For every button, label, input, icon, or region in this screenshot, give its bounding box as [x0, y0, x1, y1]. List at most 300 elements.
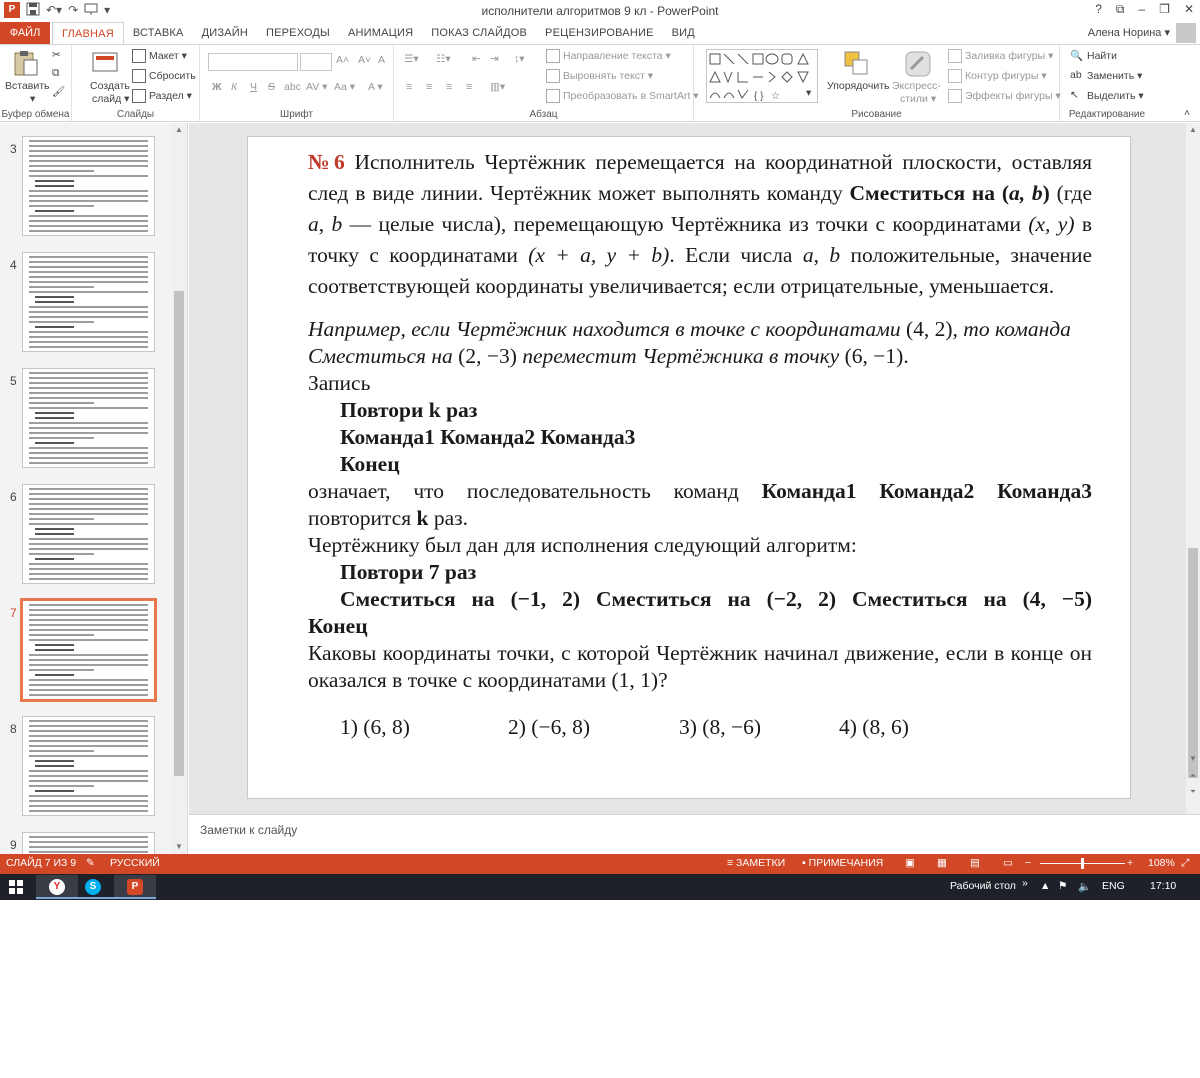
thumbnail-text-line: [29, 457, 148, 459]
skype-icon: S: [85, 879, 101, 895]
thumbnail-text-line: [29, 462, 148, 464]
thumbnail-text-line: [35, 412, 74, 414]
thumbnail-text-line: [29, 795, 148, 797]
thumbnail-text-line: [29, 467, 148, 468]
thumbnail-text-line: [29, 165, 148, 167]
notes-placeholder: Заметки к слайду: [200, 823, 298, 837]
thumbnail-text-line: [29, 604, 148, 606]
comments-toggle-button[interactable]: ▪ ПРИМЕЧАНИЯ: [802, 857, 884, 869]
window-title: исполнители алгоритмов 9 кл - PowerPoint: [481, 4, 719, 18]
pen-icon: [948, 69, 962, 83]
thumbnail-text-line: [29, 750, 94, 752]
thumbnail-text-line: [29, 331, 148, 333]
bullets-icon[interactable]: ☰▾: [404, 53, 419, 65]
slide-scroll-thumb[interactable]: [1188, 548, 1198, 778]
thumbnail-text-line: [29, 266, 148, 268]
smartart-icon: [546, 89, 560, 103]
effects-icon: [948, 89, 962, 103]
numbering-icon[interactable]: ☷▾: [436, 53, 451, 65]
thumbnail-text-line: [29, 190, 148, 192]
thumbnail-text-line: [29, 775, 148, 777]
underline-button[interactable]: Ч: [250, 81, 257, 93]
thumbnail-text-line: [29, 629, 148, 631]
thumbnail-text-line: [29, 770, 148, 772]
change-case-button[interactable]: Aa ▾: [334, 81, 356, 93]
align-center-icon[interactable]: ≡: [426, 81, 433, 93]
thumbnail-text-line: [35, 185, 74, 187]
font-color-button[interactable]: A ▾: [368, 81, 383, 93]
thumbnail-text-line: [35, 180, 74, 182]
align-left-icon[interactable]: ≡: [406, 81, 413, 93]
collapse-ribbon-icon[interactable]: ˄: [1184, 107, 1191, 119]
ribbon-tab-bar: [0, 22, 1200, 44]
thumbnail-text-line: [29, 175, 148, 177]
restore-button[interactable]: ❐: [1159, 2, 1170, 16]
thumbnail-text-line: [29, 220, 148, 222]
zoom-out-icon[interactable]: −: [1025, 857, 1032, 869]
status-bar: [0, 854, 1200, 874]
thumbnail-text-line: [29, 225, 148, 227]
thumbnail-text-line: [35, 528, 74, 530]
ribbon-display-button[interactable]: ⧉: [1115, 2, 1125, 16]
normal-view-icon[interactable]: ▣: [905, 857, 915, 869]
ribbon: [0, 44, 1200, 122]
thumbnail-text-line: [35, 533, 74, 535]
previous-slide-icon[interactable]: ⏶: [1189, 771, 1197, 780]
thumbnail-text-line: [29, 155, 148, 157]
paste-button[interactable]: Вставить: [5, 80, 50, 92]
thumbnail-text-line: [29, 689, 148, 691]
thumbnail-number: 5: [10, 374, 17, 388]
thumbnail-text-line: [29, 851, 148, 853]
line-spacing-icon[interactable]: ↕▾: [514, 53, 525, 65]
strikethrough-button[interactable]: S: [268, 81, 276, 93]
italic-button[interactable]: К: [231, 81, 238, 93]
align-text-icon: [546, 69, 560, 83]
notes-toggle-button[interactable]: ≡ ЗАМЕТКИ: [727, 857, 786, 869]
thumbnail-text-line: [29, 563, 148, 565]
bold-button[interactable]: Ж: [212, 81, 222, 93]
algo-end-line: Конец: [308, 614, 368, 638]
answer-4: 4) (8, 6): [839, 715, 909, 739]
paste-icon[interactable]: [10, 48, 40, 78]
thumbnail-text-line: [29, 568, 148, 570]
thumbnail-text-line: [29, 578, 148, 580]
svg-text:☆: ☆: [771, 91, 780, 102]
section-button[interactable]: Раздел ▾: [132, 89, 192, 103]
new-slide-dropdown[interactable]: слайд ▾: [92, 93, 130, 105]
avatar[interactable]: [1176, 23, 1196, 43]
customize-toolbar-icon[interactable]: ▾: [104, 3, 111, 17]
thumbnail-text-line: [29, 573, 148, 575]
next-slide-icon[interactable]: ⏷: [1189, 787, 1197, 796]
reset-button[interactable]: Сбросить: [132, 69, 196, 83]
slideshow-view-icon[interactable]: ▭: [1003, 857, 1013, 869]
ribbon-tabs: [52, 22, 704, 44]
thumbnail-text-line: [29, 276, 148, 278]
thumbnail-text-line: [29, 346, 148, 348]
tab-0[interactable]: ГЛАВНАЯ: [52, 22, 124, 45]
editing-group: [1060, 45, 1154, 121]
thumbnail-text-line: [29, 583, 148, 584]
tray-arrow-icon[interactable]: ▲: [1040, 880, 1051, 892]
columns-icon[interactable]: ▥▾: [490, 81, 506, 93]
thumbnail-text-line: [29, 664, 148, 666]
paragraph-group: [394, 45, 699, 121]
justify-icon[interactable]: ≡: [466, 81, 473, 93]
thumbnail-text-line: [29, 720, 148, 722]
shrink-font-button[interactable]: A˅: [358, 54, 372, 66]
slide-thumbnail[interactable]: [22, 716, 155, 816]
tab-5[interactable]: ПОКАЗ СЛАЙДОВ: [431, 27, 528, 39]
replace-icon: ab: [1070, 69, 1082, 81]
thumbnail-text-line: [35, 649, 74, 651]
thumbnail-text-line: [29, 447, 148, 449]
quick-styles-icon[interactable]: [903, 49, 933, 79]
thumbnail-text-line: [35, 326, 74, 328]
thumbnail-text-line: [29, 553, 94, 555]
slides-group: [72, 45, 200, 121]
shape-outline-button[interactable]: Контур фигуры ▾: [948, 69, 1047, 83]
thumbnail-text-line: [29, 160, 148, 162]
font-name-combo[interactable]: [208, 53, 298, 71]
thumbnail-text-line: [29, 195, 148, 197]
thumbnail-text-line: [29, 513, 148, 515]
close-button[interactable]: ✕: [1183, 2, 1194, 16]
question-paragraph: Каковы координаты точки, с которой Чертёжник начинал движение, если в конце он оказался в точке с координатами (1, 1)?: [308, 641, 1092, 692]
slide-thumbnail[interactable]: [22, 832, 155, 854]
thumbnail-text-line: [29, 735, 148, 737]
volume-icon[interactable]: 🔈: [1078, 881, 1092, 893]
arrange-icon[interactable]: [842, 49, 872, 79]
thumbnail-text-line: [29, 639, 148, 641]
slide-sorter-icon[interactable]: ▦: [937, 857, 947, 869]
thumbnail-text-line: [29, 684, 148, 686]
thumbnail-text-line: [29, 659, 148, 661]
thumbnail-text-line: [29, 836, 148, 838]
thumbnail-text-line: [29, 543, 148, 545]
zoom-level[interactable]: 108%: [1148, 857, 1175, 869]
thumbnail-text-line: [29, 432, 148, 434]
taskbar-skype[interactable]: [72, 875, 114, 899]
tab-file[interactable]: ФАЙЛ: [0, 22, 50, 44]
scroll-down-icon[interactable]: ▼: [175, 842, 183, 851]
align-text-button[interactable]: Выровнять текст ▾: [546, 69, 653, 83]
thumbnail-text-line: [29, 619, 148, 621]
new-slide-icon[interactable]: [90, 48, 120, 78]
thumbnail-text-line: [35, 296, 74, 298]
text-direction-button[interactable]: Направление текста ▾: [546, 49, 671, 63]
slide-thumbnail[interactable]: [22, 484, 155, 584]
scroll-down-icon[interactable]: ▼: [1189, 754, 1197, 763]
action-center-icon[interactable]: ⚑: [1058, 880, 1068, 892]
thumbnail-text-line: [29, 755, 148, 757]
copy-icon[interactable]: ⧉: [52, 67, 60, 79]
arrange-button[interactable]: Упорядочить: [827, 80, 890, 92]
thumbnail-number: 8: [10, 722, 17, 736]
thumbnail-text-line: [29, 387, 148, 389]
current-slide[interactable]: [247, 136, 1131, 799]
thumbnail-text-line: [29, 815, 148, 816]
thumbnail-text-line: [29, 810, 148, 812]
editing-group-label: Редактирование: [1068, 109, 1146, 120]
thumbnail-text-line: [29, 341, 148, 343]
minimize-button[interactable]: –: [1138, 2, 1146, 16]
shapes-gallery[interactable]: [706, 49, 818, 103]
paint-bucket-icon: [948, 49, 962, 63]
comment-icon: ▪: [802, 857, 809, 869]
thumbnail-text-line: [29, 609, 148, 611]
tab-6[interactable]: РЕЦЕНЗИРОВАНИЕ: [545, 27, 654, 39]
thumbnail-text-line: [29, 140, 148, 142]
clipboard-group-label: Буфер обмена: [1, 109, 70, 120]
thumbnail-number: 6: [10, 490, 17, 504]
reset-icon: [132, 69, 146, 83]
thumbnail-text-line: [29, 271, 148, 273]
clipboard-group: Вставить ▾ ✂ ⧉ 🖌 Буфер обмена: [0, 45, 72, 121]
undo-icon[interactable]: ↶▾: [46, 3, 63, 17]
thumbnail-text-line: [29, 306, 148, 308]
zoom-in-icon[interactable]: +: [1127, 857, 1134, 869]
quick-styles-button[interactable]: Экспресс-: [892, 80, 941, 92]
answer-2: 2) (−6, 8): [508, 715, 590, 739]
drawing-group: [694, 45, 1060, 121]
thumbnail-text-line: [29, 654, 148, 656]
new-slide-button[interactable]: Создать: [90, 80, 130, 92]
char-spacing-button[interactable]: AV ▾: [306, 81, 328, 93]
thumbnail-text-line: [29, 427, 148, 429]
toolbar-expand-icon[interactable]: »: [1022, 877, 1028, 889]
thumbnail-text-line: [29, 230, 148, 232]
thumbnail-text-line: [29, 407, 148, 409]
thumbnail-scroll-thumb[interactable]: [174, 291, 184, 776]
clock[interactable]: 17:10: [1150, 880, 1177, 892]
tab-1[interactable]: ВСТАВКА: [132, 27, 184, 39]
thumbnail-text-line: [35, 644, 74, 646]
language-indicator[interactable]: РУССКИЙ: [110, 857, 160, 869]
tab-2[interactable]: ДИЗАЙН: [201, 27, 248, 39]
thumbnail-number: 7: [10, 606, 17, 620]
given-line: Чертёжнику был дан для исполнения следующий алгоритм:: [308, 533, 857, 557]
thumbnail-text-line: [29, 679, 148, 681]
thumbnail-text-line: [29, 437, 94, 439]
thumbnail-text-line: [29, 503, 148, 505]
thumbnail-text-line: [29, 170, 94, 172]
title-bar: [0, 0, 1200, 22]
thumbnail-text-line: [29, 699, 148, 701]
thumbnail-text-line: [29, 382, 148, 384]
thumbnail-text-line: [29, 372, 148, 374]
clear-format-button[interactable]: A: [378, 54, 386, 66]
thumbnail-text-line: [29, 452, 148, 454]
thumbnail-text-line: [29, 846, 148, 848]
answer-3: 3) (8, −6): [679, 715, 761, 739]
paragraph-group-label: Абзац: [529, 109, 558, 120]
thumbnail-text-line: [35, 301, 74, 303]
thumbnail-text-line: [35, 442, 74, 444]
record-label: Запись: [308, 371, 371, 395]
thumbnail-text-line: [29, 205, 94, 207]
svg-text:{ }: { }: [754, 91, 764, 102]
scroll-up-icon[interactable]: ▲: [1189, 125, 1197, 134]
slide-thumbnail[interactable]: [22, 136, 155, 236]
thumbnail-text-line: [29, 841, 148, 843]
thumbnail-text-line: [29, 538, 148, 540]
thumbnail-text-line: [29, 281, 148, 283]
thumbnail-text-line: [29, 634, 94, 636]
thumbnail-text-line: [29, 785, 94, 787]
windows-start-icon[interactable]: [8, 879, 24, 895]
algo-repeat-line: Повтори 7 раз: [340, 560, 477, 584]
thumbnail-text-line: [35, 210, 74, 212]
thumbnail-text-line: [29, 145, 148, 147]
thumbnail-text-line: [29, 351, 148, 352]
tab-3[interactable]: ПЕРЕХОДЫ: [265, 27, 330, 39]
thumbnail-text-line: [29, 392, 148, 394]
notes-pane[interactable]: [189, 814, 1200, 854]
drawing-group-label: Рисование: [851, 109, 902, 120]
thumbnail-text-line: [29, 200, 148, 202]
thumbnail-number: 9: [10, 838, 17, 852]
redo-icon[interactable]: ↷: [68, 3, 79, 17]
thumbnail-text-line: [35, 760, 74, 762]
thumbnail-text-line: [29, 150, 148, 152]
thumbnail-text-line: [29, 523, 148, 525]
thumbnail-text-line: [29, 397, 148, 399]
layout-icon: [132, 49, 146, 63]
thumbnail-text-line: [29, 498, 148, 500]
thumbnail-text-line: [29, 336, 148, 338]
grow-font-button[interactable]: A˄: [336, 54, 350, 66]
cut-icon[interactable]: ✂: [52, 49, 61, 61]
slide-text-box[interactable]: [308, 147, 1092, 743]
fit-slide-icon[interactable]: ⤢: [1181, 857, 1190, 869]
thumbnail-text-line: [35, 558, 74, 560]
keyboard-language[interactable]: ENG: [1102, 880, 1125, 892]
yandex-browser-icon: Y: [49, 879, 65, 895]
thumbnail-number: 4: [10, 258, 17, 272]
task-paragraph: №6 Исполнитель Чертёжник перемещается на координатной плоскости, оставляя след в виде линии. Чертёжник может выполнять команду Сместиться на (a, b) (где a, b — целые числа), перемещающую Чертёжника из точки с координатами (x, y) в точку с координатами (x + a, y + b). Если числа a, b положительные, значение соответствующей координаты увеличивается; если отрицательные, уменьшается.: [308, 150, 1093, 298]
shape-effects-button[interactable]: Эффекты фигуры ▾: [948, 89, 1061, 103]
thumbnail-text-line: [29, 614, 148, 616]
slide-thumbnail[interactable]: [20, 598, 157, 702]
windows-taskbar: [0, 874, 1200, 900]
thumbnail-text-line: [29, 321, 94, 323]
thumbnail-text-line: [29, 215, 148, 217]
answer-options: [308, 712, 1092, 743]
binoculars-icon: 🔍: [1070, 50, 1084, 62]
thumbnail-text-line: [29, 694, 148, 696]
font-size-combo[interactable]: [300, 53, 332, 71]
thumbnail-text-line: [35, 674, 74, 676]
cursor-icon: ↖: [1070, 89, 1079, 101]
slide-thumbnail[interactable]: [22, 252, 155, 352]
thumbnail-text-line: [29, 780, 148, 782]
tab-4[interactable]: АНИМАЦИЯ: [347, 27, 414, 39]
thumbnail-text-line: [29, 316, 148, 318]
thumbnail-text-line: [29, 740, 148, 742]
thumbnail-text-line: [29, 402, 94, 404]
end-line: Конец: [340, 452, 400, 476]
text-direction-icon: [546, 49, 560, 63]
desktop-toolbar[interactable]: Рабочий стол: [950, 880, 1016, 892]
thumbnail-scrollbar[interactable]: [172, 123, 186, 854]
user-name[interactable]: Алена Норина ▾: [1087, 27, 1170, 39]
thumbnail-text-line: [29, 745, 148, 747]
thumbnail-text-line: [29, 805, 148, 807]
section-icon: [132, 89, 146, 103]
quick-styles-dropdown[interactable]: стили ▾: [900, 93, 937, 105]
thumbnail-text-line: [29, 286, 94, 288]
thumbnail-text-line: [35, 765, 74, 767]
example-paragraph: Например, если Чертёжник находится в точке с координатами (4, 2), то команда Сместиться на (2, −3) переместит Чертёжника в точку (6, −1).: [308, 317, 1071, 368]
zoom-slider-thumb[interactable]: [1081, 858, 1084, 869]
repeat-line: Повтори k раз: [340, 398, 478, 422]
thumbnail-text-line: [35, 790, 74, 792]
thumbnail-text-line: [29, 311, 148, 313]
select-button[interactable]: ↖ Выделить ▾: [1070, 89, 1144, 102]
answer-1: 1) (6, 8): [340, 715, 410, 739]
format-painter-icon[interactable]: 🖌: [52, 86, 66, 98]
thumbnail-text-line: [29, 488, 148, 490]
thumbnail-text-line: [29, 261, 148, 263]
tab-7[interactable]: ВИД: [671, 27, 695, 39]
task-number: №6: [308, 150, 345, 174]
commands-line: Команда1 Команда2 Команда3: [340, 425, 636, 449]
increase-indent-icon[interactable]: ⇥: [490, 53, 499, 65]
slide-scrollbar[interactable]: [1186, 123, 1200, 814]
thumbnail-text-line: [29, 235, 148, 236]
decrease-indent-icon[interactable]: ⇤: [472, 53, 481, 65]
thumbnail-text-line: [35, 417, 74, 419]
notes-icon: ≡: [727, 857, 737, 869]
thumbnail-text-line: [29, 800, 148, 802]
reading-view-icon[interactable]: ▤: [970, 857, 980, 869]
thumbnail-text-line: [29, 508, 148, 510]
thumbnail-text-line: [29, 669, 94, 671]
scroll-up-icon[interactable]: ▲: [175, 125, 183, 134]
shapes-more-icon[interactable]: ▾: [806, 87, 812, 99]
thumbnail-number: 3: [10, 142, 17, 156]
thumbnail-text-line: [29, 548, 148, 550]
slide-counter: СЛАЙД 7 ИЗ 9: [6, 857, 77, 869]
align-right-icon[interactable]: ≡: [446, 81, 453, 93]
thumbnail-text-line: [29, 725, 148, 727]
shapes-icon: [707, 50, 817, 102]
thumbnail-text-line: [29, 730, 148, 732]
spellcheck-icon[interactable]: ✎: [86, 857, 95, 869]
shape-fill-button[interactable]: Заливка фигуры ▾: [948, 49, 1053, 63]
find-button[interactable]: 🔍 Найти: [1070, 49, 1117, 62]
means-paragraph: означает, что последовательность команд Команда1 Команда2 Команда3 повторится k раз.: [308, 479, 1092, 530]
thumbnail-text-line: [29, 422, 148, 424]
slide-editing-area: [189, 123, 1186, 814]
powerpoint-logo-icon: P: [4, 2, 20, 18]
shadow-button[interactable]: abc: [284, 81, 301, 93]
taskbar-powerpoint[interactable]: [114, 875, 156, 899]
slides-group-label: Слайды: [116, 109, 155, 120]
thumbnail-text-line: [29, 624, 148, 626]
slide-thumbnail[interactable]: [22, 368, 155, 468]
layout-button[interactable]: Макет ▾: [132, 49, 187, 63]
slide-thumbnail-panel: [0, 123, 188, 854]
replace-button[interactable]: ab Заменить ▾: [1070, 69, 1143, 82]
smartart-button[interactable]: Преобразовать в SmartArt ▾: [546, 89, 699, 103]
help-button[interactable]: ?: [1095, 2, 1102, 16]
thumbnail-text-line: [29, 291, 148, 293]
thumbnail-text-line: [29, 377, 148, 379]
powerpoint-icon: P: [127, 879, 143, 895]
